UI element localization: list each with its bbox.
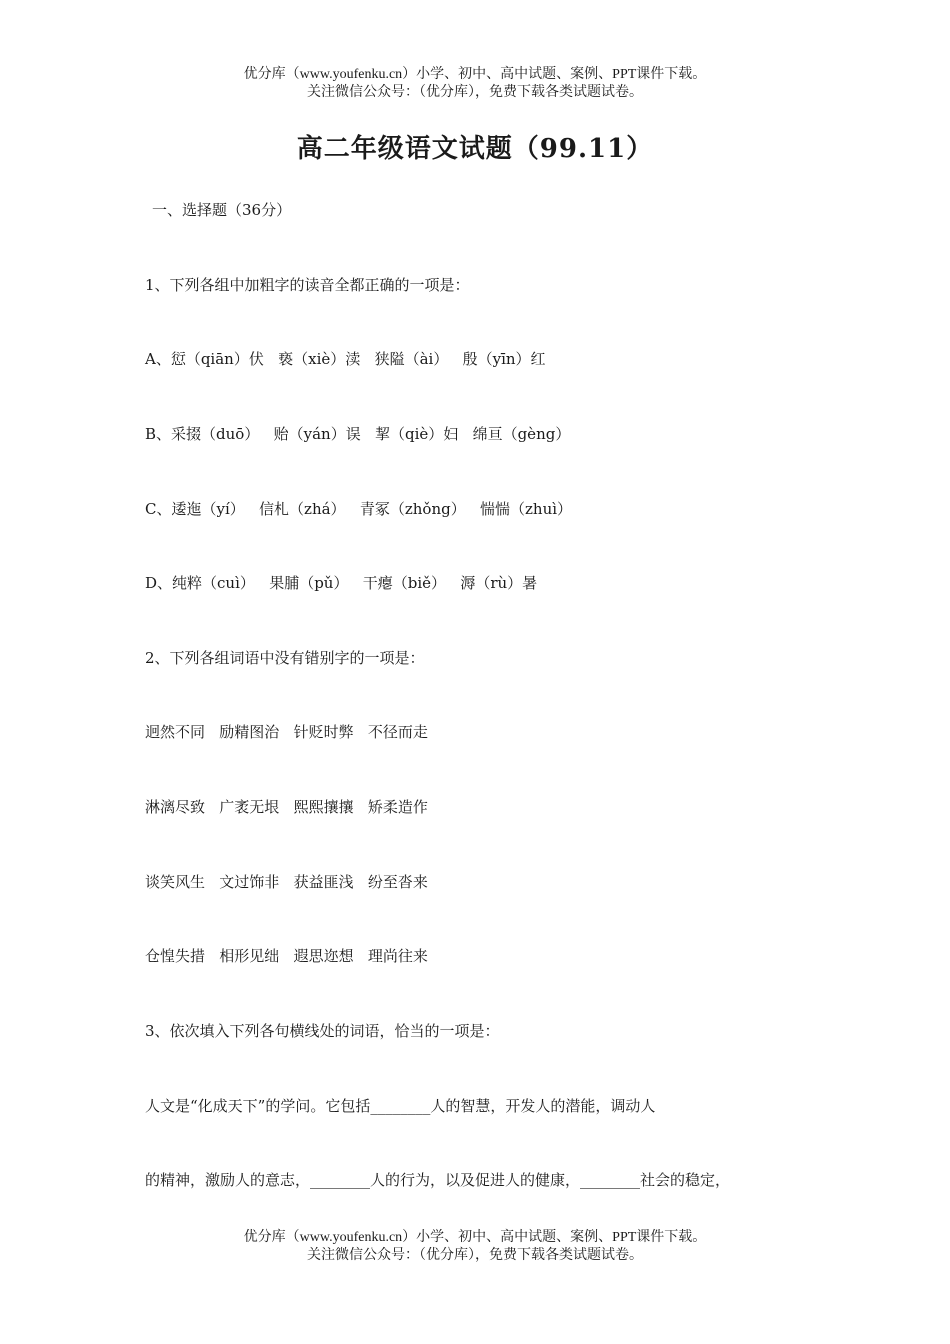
section-heading: 一、选择题（36分）	[152, 201, 292, 219]
header-line-1: 优分库（www.youfenku.cn）小学、初中、高中试题、案例、PPT课件下载。	[243, 67, 707, 82]
question-3-stem: 3、依次填入下列各句横线处的词语，恰当的一项是：	[145, 1022, 500, 1040]
question-2-option-c: 谈笑风生 文过饰非 获益匪浅 纷至沓来	[145, 873, 428, 891]
question-1-option-d: D、纯粹（cuì） 果脯（pǔ） 干瘪（biě） 溽（rù）暑	[145, 574, 538, 592]
question-3-passage-line-1: 人文是“化成天下”的学问。它包括________人的智慧，开发人的潜能，调动人	[145, 1097, 656, 1115]
question-2-stem: 2、下列各组词语中没有错别字的一项是：	[145, 649, 425, 667]
question-2-option-a: 迥然不同 励精图治 针贬时弊 不径而走	[145, 723, 428, 741]
question-1-option-b: B、采掇（duō） 贻（yán）误 挈（qiè）妇 绵亘（gèng）	[145, 425, 571, 443]
header-line-2: 关注微信公众号：（优分库），免费下载各类试题试卷。	[307, 85, 643, 100]
question-2-option-b: 淋漓尽致 广袤无垠 熙熙攘攘 矫柔造作	[145, 798, 428, 816]
question-3-passage-line-2: 的精神，激励人的意志，________人的行为，以及促进人的健康，________社会的稳定，	[145, 1171, 731, 1189]
question-1-stem: 1、下列各组中加粗字的读音全都正确的一项是：	[145, 276, 470, 294]
question-1-option-a: A、愆（qiān）伏 亵（xiè）渎 狭隘（ài） 殷（yīn）红	[145, 350, 546, 368]
page-footer	[0, 1229, 950, 1265]
question-1-option-c: C、逶迤（yí） 信札（zhá） 青冢（zhǒng） 惴惴（zhuì）	[145, 500, 573, 518]
question-2-option-d: 仓惶失措 相形见绌 遐思迩想 理尚往来	[145, 947, 428, 965]
footer-line-1: 优分库（www.youfenku.cn）小学、初中、高中试题、案例、PPT课件下载。	[243, 1230, 707, 1245]
footer-line-2: 关注微信公众号：（优分库），免费下载各类试题试卷。	[307, 1248, 643, 1263]
page-header	[0, 66, 950, 102]
document-title: 高二年级语文试题（99.11）	[296, 134, 654, 164]
